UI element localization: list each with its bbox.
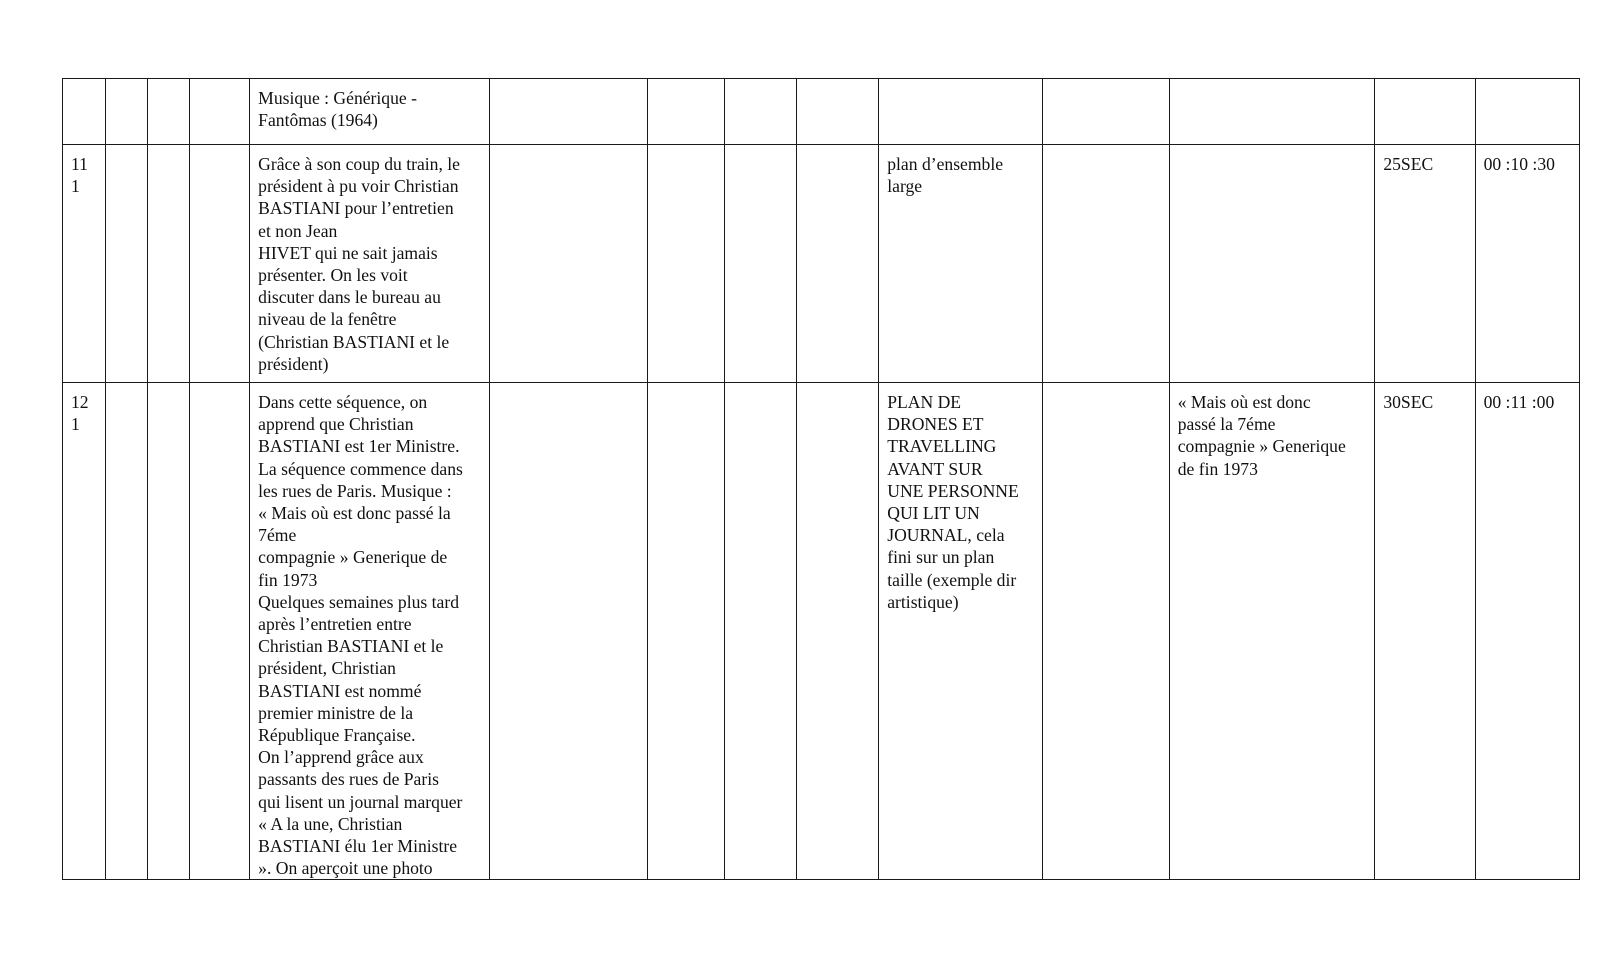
table-cell (105, 79, 147, 145)
table-cell (189, 79, 249, 145)
table-cell-music: « Mais où est donc passé la 7éme compagnie » Generique de fin 1973 (1169, 383, 1375, 880)
table-cell (724, 79, 797, 145)
table-cell-duration (1375, 79, 1475, 145)
table-cell-description: Musique : Générique - Fantômas (1964) (250, 79, 489, 145)
table-cell (1042, 79, 1169, 145)
table-cell-shot-number: 12 1 (63, 383, 106, 880)
table-cell (797, 383, 879, 880)
table-cell-timecode: 00 :10 :30 (1475, 145, 1579, 383)
table-cell (105, 383, 147, 880)
table-cell (189, 145, 249, 383)
storyboard-table (62, 78, 1580, 880)
table-cell (489, 79, 648, 145)
table-cell (105, 145, 147, 383)
table-cell-plan: PLAN DE DRONES ET TRAVELLING AVANT SUR UNE PERSONNE QUI LIT UN JOURNAL, cela fini sur un plan taille (exemple dir artistique) (879, 383, 1043, 880)
table-cell (724, 383, 797, 880)
table-cell (1042, 145, 1169, 383)
table-cell-plan: plan d’ensemble large (879, 145, 1043, 383)
table-cell-shot-number (63, 79, 106, 145)
table-cell (1042, 383, 1169, 880)
table-row (63, 383, 1580, 880)
table-cell (489, 145, 648, 383)
table-cell-duration: 30SEC (1375, 383, 1475, 880)
table-cell-plan (879, 79, 1043, 145)
table-cell-music (1169, 145, 1375, 383)
table-cell-duration: 25SEC (1375, 145, 1475, 383)
table-cell (147, 145, 189, 383)
table-cell-description: Dans cette séquence, on apprend que Christian BASTIANI est 1er Ministre. La séquence commence dans les rues de Paris. Musique : « Mais où est donc passé la 7éme compagnie » Generique de fin 1973 Quelques semaines plus tard après l’entretien entre Christian BASTIANI et le président, Christian BASTIANI est nommé premier ministre de la République Française. On l’apprend grâce aux passants des rues de Paris qui lisent un journal marquer « A la une, Christian BASTIANI élu 1er Ministre ». On aperçoit une photo (250, 383, 489, 880)
table-cell (724, 145, 797, 383)
table-cell (489, 383, 648, 880)
table-row (63, 145, 1580, 383)
table-cell (648, 145, 725, 383)
table-cell (147, 79, 189, 145)
table-cell (147, 383, 189, 880)
table-cell-timecode: 00 :11 :00 (1475, 383, 1579, 880)
table-cell (648, 79, 725, 145)
table-cell (797, 145, 879, 383)
table-cell-music (1169, 79, 1375, 145)
table-row (63, 79, 1580, 145)
table-cell (797, 79, 879, 145)
table-cell-description: Grâce à son coup du train, le président à pu voir Christian BASTIANI pour l’entretien et non Jean HIVET qui ne sait jamais présenter. On les voit discuter dans le bureau au niveau de la fenêtre (Christian BASTIANI et le président) (250, 145, 489, 383)
table-cell (189, 383, 249, 880)
table-cell-timecode (1475, 79, 1579, 145)
table-cell-shot-number: 11 1 (63, 145, 106, 383)
table-cell (648, 383, 725, 880)
